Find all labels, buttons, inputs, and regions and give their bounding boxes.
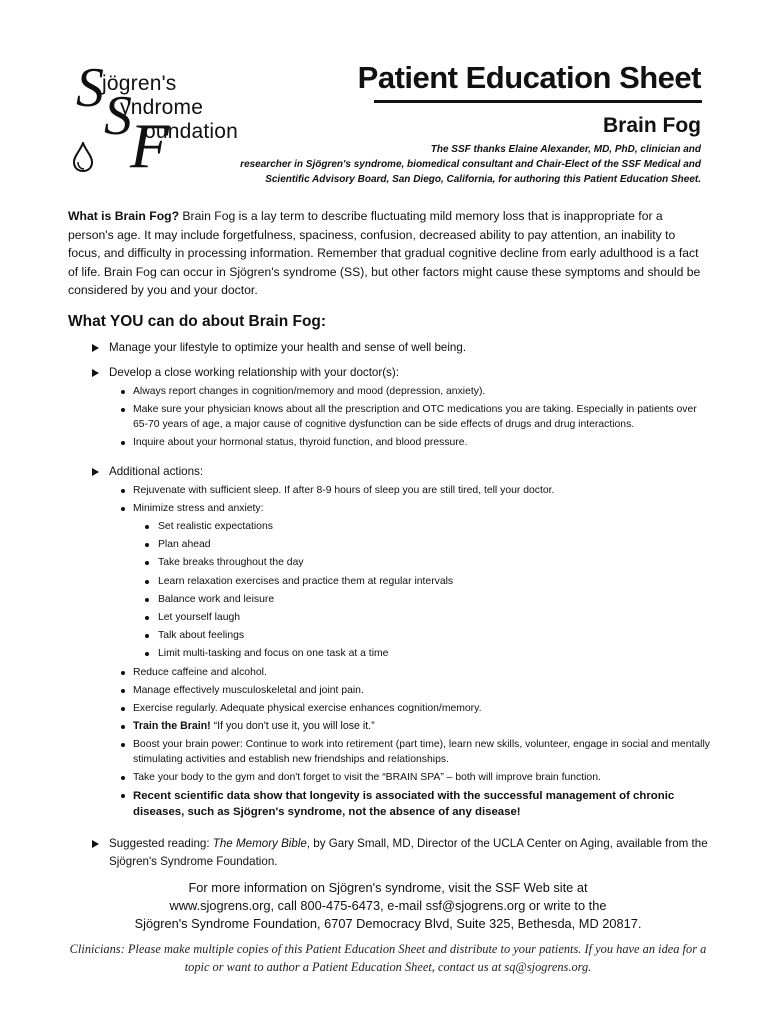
list-item-text: Set realistic expectations bbox=[158, 521, 273, 532]
list-item-lifestyle bbox=[92, 339, 712, 357]
additional-actions-list bbox=[92, 463, 712, 823]
stress-sublist bbox=[143, 519, 712, 661]
list-item-text: Exercise regularly. Adequate physical exercise enhances cognition/memory. bbox=[133, 702, 482, 714]
contact-line-2: www.sjogrens.org, call 800-475-6473, e-mail ssf@sjogrens.org or write to the bbox=[169, 898, 607, 913]
section-heading: What YOU can do about Brain Fog: bbox=[68, 313, 327, 330]
list-item bbox=[119, 384, 712, 399]
bullet-icon bbox=[121, 707, 125, 711]
bullet-icon bbox=[121, 671, 125, 675]
logo-letter-s2: S bbox=[104, 85, 132, 147]
bullet-icon bbox=[145, 652, 149, 656]
list-item bbox=[119, 402, 712, 432]
list-item bbox=[119, 770, 712, 785]
intro-text: Brain Fog is a lay term to describe fluctuating mild memory loss that is inappropriate for a person's age. It may include forgetfulness, spaciness, confusion, decreased ability to pay attention, an inability to focus, and difficulty in processing information. Remember that gradual cognitive decline from early adulthood is a fact of life. Brain Fog can occur in Sjögren's syndrome (SS), but other factors might cause these symptoms and should be considered by you and your doctor. bbox=[68, 209, 701, 297]
list-item-text: Make sure your physician knows about all the prescription and OTC medications you are taking. Especially in patients over 65-70 years of age, a major cause of cognitive dysfunction can be side effects of drugs and drug interactions. bbox=[133, 404, 697, 430]
list-item bbox=[119, 788, 712, 820]
list-item bbox=[119, 683, 712, 698]
list-item bbox=[143, 537, 712, 552]
list-item-text: Manage effectively musculoskeletal and joint pain. bbox=[133, 684, 364, 696]
list-item-text: Inquire about your hormonal status, thyroid function, and blood pressure. bbox=[133, 437, 468, 448]
sheet-title: Patient Education Sheet bbox=[357, 60, 701, 95]
list-item-text: Take your body to the gym and don't forget to visit the “BRAIN SPA” – both will improve brain function. bbox=[133, 771, 601, 783]
bullet-icon bbox=[121, 489, 125, 493]
list-item bbox=[119, 719, 712, 734]
additional-sublist bbox=[119, 483, 712, 820]
bullet-icon bbox=[145, 543, 149, 547]
bullet-icon bbox=[121, 441, 125, 445]
list-item bbox=[143, 646, 712, 661]
contact-info bbox=[68, 879, 708, 933]
bullet-icon bbox=[121, 725, 125, 729]
bullet-icon bbox=[145, 561, 149, 565]
list-item-text: Take breaks throughout the day bbox=[158, 557, 304, 569]
list-item-text: Manage your lifestyle to optimize your health and sense of well being. bbox=[109, 341, 467, 354]
list-item-text: Rejuvenate with sufficient sleep. If after 8-9 hours of sleep you are still tired, tell your doctor. bbox=[133, 485, 555, 496]
reading-list bbox=[92, 835, 712, 871]
credits-line-2: researcher in Sjögren's syndrome, biomedical consultant and Chair-Elect of the SSF Medical and bbox=[240, 159, 701, 170]
list-item bbox=[143, 592, 712, 607]
list-item bbox=[143, 555, 712, 570]
logo-word-sjogrens: jögren's bbox=[102, 72, 177, 95]
triangle-bullet-icon bbox=[92, 840, 99, 848]
list-item bbox=[119, 483, 712, 498]
list-item-text: Reduce caffeine and alcohol. bbox=[133, 666, 267, 678]
list-item-text: Learn relaxation exercises and practice them at regular intervals bbox=[158, 575, 454, 587]
list-item-text: Always report changes in cognition/memory and mood (depression, anxiety). bbox=[133, 386, 486, 397]
credits-line-1: The SSF thanks Elaine Alexander, MD, PhD, clinician and bbox=[430, 144, 701, 155]
logo-letter-f: F bbox=[130, 110, 170, 181]
lifestyle-list bbox=[92, 339, 712, 357]
bullet-icon bbox=[145, 616, 149, 620]
list-item-text: Let yourself laugh bbox=[158, 611, 241, 623]
list-item bbox=[119, 737, 712, 767]
credits-line-3: Scientific Advisory Board, San Diego, California, for authoring this Patient Education Sheet. bbox=[265, 174, 701, 185]
list-item-text: Talk about feelings bbox=[158, 630, 245, 642]
list-item bbox=[143, 574, 712, 589]
list-item-doctor bbox=[92, 364, 712, 382]
bullet-icon bbox=[145, 634, 149, 638]
bullet-icon bbox=[121, 390, 125, 394]
list-item-text: “If you don't use it, you will lose it.” bbox=[210, 719, 375, 732]
bullet-icon bbox=[145, 598, 149, 602]
list-item bbox=[119, 501, 712, 516]
bullet-icon bbox=[145, 580, 149, 584]
sheet-subtitle: Brain Fog bbox=[603, 114, 701, 137]
list-item-text: Recent scientific data show that longevity is associated with the successful management of chronic diseases, such as Sjögren's syndrome, not the absence of any disease! bbox=[133, 789, 675, 818]
list-item-additional bbox=[92, 463, 712, 481]
bullet-icon bbox=[121, 689, 125, 693]
list-item bbox=[143, 610, 712, 625]
list-item-reading bbox=[92, 835, 712, 871]
bullet-icon bbox=[121, 507, 125, 511]
intro-paragraph bbox=[68, 207, 708, 300]
contact-line-1: For more information on Sjögren's syndrome, visit the SSF Web site at bbox=[188, 880, 588, 895]
list-item-text: Develop a close working relationship with your doctor(s): bbox=[109, 366, 399, 379]
contact-line-3: Sjögren's Syndrome Foundation, 6707 Democracy Blvd, Suite 325, Bethesda, MD 20817. bbox=[134, 916, 642, 931]
list-item-text: Boost your brain power: Continue to work into retirement (part time), learn new skills, volunteer, engage in social and mentally stimulating activities and establish new friendships and relationships. bbox=[133, 738, 710, 765]
droplet-icon bbox=[72, 142, 94, 172]
triangle-bullet-icon bbox=[92, 468, 99, 476]
list-item-text: Additional actions: bbox=[109, 465, 204, 478]
list-item bbox=[143, 628, 712, 643]
list-item-text: Balance work and leisure bbox=[158, 593, 275, 605]
bullet-icon bbox=[121, 408, 125, 412]
doctor-list bbox=[92, 364, 712, 453]
list-item bbox=[119, 701, 712, 716]
list-item-text: Plan ahead bbox=[158, 539, 211, 551]
bullet-icon bbox=[121, 743, 125, 747]
title-rule bbox=[374, 100, 702, 103]
list-item-text: Limit multi-tasking and focus on one task at a time bbox=[158, 648, 389, 660]
list-item-text: , by Gary Small, MD, Director of the UCLA Center on Aging, available from the Sjögren's Syndrome Foundation. bbox=[109, 837, 708, 868]
list-item-text: Suggested reading: bbox=[109, 837, 213, 850]
list-item bbox=[119, 435, 712, 450]
logo-word-foundation: oundation bbox=[144, 120, 239, 143]
bullet-icon bbox=[121, 776, 125, 780]
bullet-icon bbox=[145, 525, 149, 529]
logo-word-syndrome: yndrome bbox=[120, 96, 204, 119]
triangle-bullet-icon bbox=[92, 369, 99, 377]
clinicians-note: Clinicians: Please make multiple copies of this Patient Education Sheet and distribute to your patients. If you have an idea for a topic or want to author a Patient Education Sheet, contact us at sq@sjogrens.org. bbox=[69, 942, 707, 974]
list-item bbox=[119, 665, 712, 680]
triangle-bullet-icon bbox=[92, 344, 99, 352]
doctor-sublist bbox=[119, 384, 712, 450]
logo-letter-s1: S bbox=[76, 57, 104, 119]
train-brain-label: Train the Brain! bbox=[133, 719, 211, 732]
author-credits bbox=[181, 142, 701, 187]
book-title: The Memory Bible bbox=[212, 837, 307, 850]
bullet-icon bbox=[121, 794, 125, 798]
list-item-text: Minimize stress and anxiety: bbox=[133, 503, 264, 514]
list-item bbox=[143, 519, 712, 534]
intro-lead: What is Brain Fog? bbox=[68, 209, 180, 223]
